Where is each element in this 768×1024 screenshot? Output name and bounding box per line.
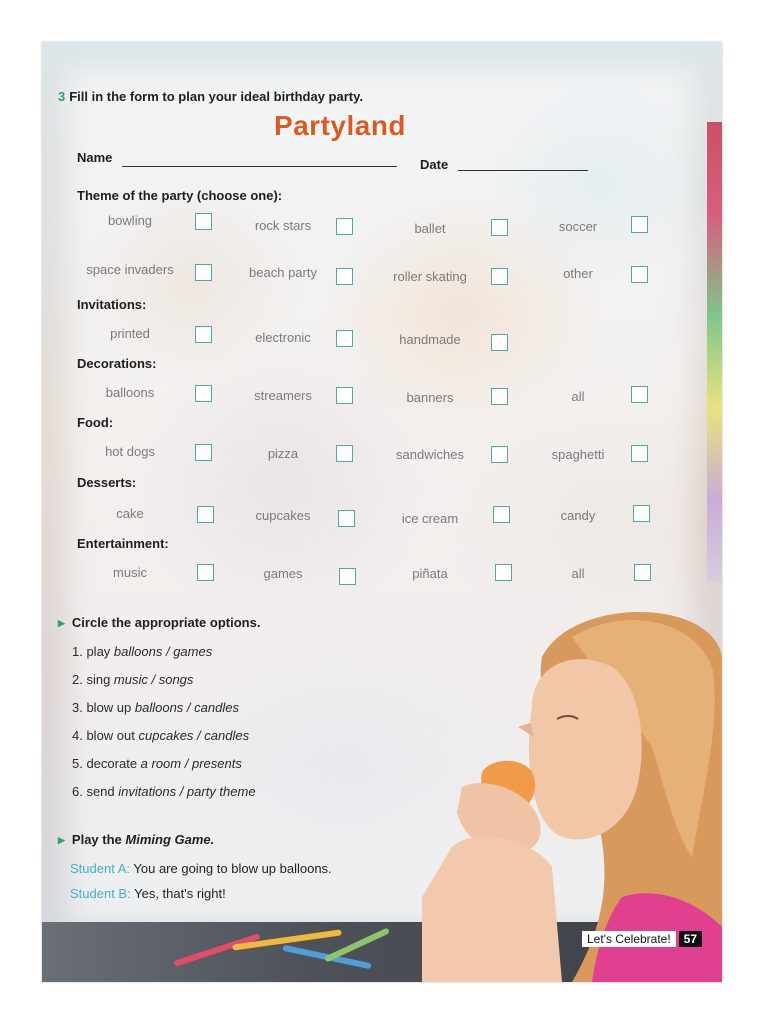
separator: / xyxy=(183,700,195,715)
theme-checkbox-soccer[interactable] xyxy=(631,216,648,233)
option-a[interactable]: balloons xyxy=(134,700,184,715)
miming-instruction xyxy=(58,832,214,847)
page-number: 57 xyxy=(679,931,702,947)
circle-item xyxy=(72,700,239,715)
invitations-heading: Invitations: xyxy=(77,297,147,312)
option-b[interactable]: party theme xyxy=(186,784,256,799)
dialog-text: Yes, that's right! xyxy=(134,886,226,901)
separator: / xyxy=(147,672,159,687)
desserts-option-label: ice cream xyxy=(401,511,459,526)
decorations-option-label: all xyxy=(571,389,585,404)
theme-option-label: other xyxy=(563,266,593,281)
theme-checkbox-other[interactable] xyxy=(631,266,648,283)
food-option-label: hot dogs xyxy=(105,444,155,459)
option-a[interactable]: balloons xyxy=(113,644,163,659)
food-checkbox-hot-dogs[interactable] xyxy=(195,444,212,461)
decorations-checkbox-balloons[interactable] xyxy=(195,385,212,402)
decorations-option-label: balloons xyxy=(105,385,155,400)
dialog-line-b xyxy=(70,886,226,901)
desserts-checkbox-cupcakes[interactable] xyxy=(338,510,355,527)
theme-heading: Theme of the party (choose one): xyxy=(77,188,283,203)
desserts-checkbox-ice-cream[interactable] xyxy=(493,506,510,523)
theme-option-label: soccer xyxy=(558,219,598,234)
exercise-instruction xyxy=(58,89,363,104)
circle-instruction xyxy=(58,615,260,630)
circle-item xyxy=(72,644,212,659)
entertainment-option-label: games xyxy=(263,566,303,581)
footer-label: Let's Celebrate! xyxy=(582,931,676,947)
item-prefix: 1. play xyxy=(72,644,114,659)
theme-checkbox-bowling[interactable] xyxy=(195,213,212,230)
desserts-checkbox-cake[interactable] xyxy=(197,506,214,523)
theme-option-label: beach party xyxy=(249,265,317,280)
entertainment-heading: Entertainment: xyxy=(77,536,169,551)
circle-item xyxy=(72,672,193,687)
name-field[interactable] xyxy=(122,166,397,167)
theme-option-label: rock stars xyxy=(254,218,312,233)
date-field[interactable] xyxy=(458,170,588,171)
theme-option-label: ballet xyxy=(414,221,446,236)
food-option-label: spaghetti xyxy=(551,447,605,462)
decorations-checkbox-banners[interactable] xyxy=(491,388,508,405)
option-b[interactable]: candles xyxy=(194,700,239,715)
exercise-instruction-text: Fill in the form to plan your ideal birthday party. xyxy=(69,89,363,104)
triangle-bullet-icon: ▶ xyxy=(58,835,65,845)
separator: / xyxy=(162,644,174,659)
option-a[interactable]: cupcakes xyxy=(138,728,194,743)
miming-game-name: Miming Game. xyxy=(125,832,215,847)
invitations-checkbox-electronic[interactable] xyxy=(336,330,353,347)
dialog-text: You are going to blow up balloons. xyxy=(133,861,332,876)
separator: / xyxy=(181,756,192,771)
decoration-strip xyxy=(707,122,722,582)
separator: / xyxy=(176,784,187,799)
item-prefix: 2. sing xyxy=(72,672,114,687)
desserts-option-label: candy xyxy=(560,508,596,523)
option-b[interactable]: presents xyxy=(191,756,242,771)
speaker-label: Student A: xyxy=(70,861,130,876)
item-prefix: 5. decorate xyxy=(72,756,141,771)
girl-illustration xyxy=(422,597,722,982)
desserts-option-label: cupcakes xyxy=(255,508,311,523)
desserts-option-label: cake xyxy=(116,506,144,521)
decorations-option-label: streamers xyxy=(254,388,312,403)
theme-checkbox-roller-skating[interactable] xyxy=(491,268,508,285)
textbook-page xyxy=(42,42,722,982)
theme-option-label: bowling xyxy=(107,213,153,228)
food-option-label: pizza xyxy=(267,446,299,461)
entertainment-checkbox-pinata[interactable] xyxy=(495,564,512,581)
entertainment-option-label: piñata xyxy=(412,566,448,581)
food-checkbox-pizza[interactable] xyxy=(336,445,353,462)
theme-checkbox-beach-party[interactable] xyxy=(336,268,353,285)
name-label: Name xyxy=(77,150,113,165)
speaker-label: Student B: xyxy=(70,886,131,901)
triangle-bullet-icon: ▶ xyxy=(58,618,65,628)
circle-instruction-text: Circle the appropriate options. xyxy=(71,615,261,630)
entertainment-checkbox-games[interactable] xyxy=(339,568,356,585)
theme-checkbox-rock-stars[interactable] xyxy=(336,218,353,235)
form-title: Partyland xyxy=(273,110,407,141)
item-prefix: 4. blow out xyxy=(72,728,139,743)
option-b[interactable]: candles xyxy=(204,728,250,743)
option-a[interactable]: music xyxy=(113,672,148,687)
food-heading: Food: xyxy=(77,415,114,430)
option-a[interactable]: a room xyxy=(140,756,182,771)
theme-option-label: roller skating xyxy=(393,269,467,284)
desserts-heading: Desserts: xyxy=(77,475,137,490)
decorations-heading: Decorations: xyxy=(77,356,157,371)
invitations-option-label: electronic xyxy=(255,330,311,345)
theme-checkbox-space-invaders[interactable] xyxy=(195,264,212,281)
decorations-option-label: banners xyxy=(406,390,454,405)
dialog-line-a xyxy=(70,861,332,876)
miming-instruction-prefix: Play the xyxy=(71,832,126,847)
girl-blowing-balloon-photo xyxy=(422,597,722,982)
theme-checkbox-ballet[interactable] xyxy=(491,219,508,236)
food-option-label: sandwiches xyxy=(396,447,464,462)
entertainment-checkbox-music[interactable] xyxy=(197,564,214,581)
decorations-checkbox-all[interactable] xyxy=(631,386,648,403)
option-b[interactable]: games xyxy=(173,644,213,659)
invitations-option-label: handmade xyxy=(399,332,461,347)
desserts-checkbox-candy[interactable] xyxy=(633,505,650,522)
item-prefix: 3. blow up xyxy=(72,700,135,715)
circle-item xyxy=(72,756,242,771)
theme-option-label: space invaders xyxy=(86,262,174,277)
date-label: Date xyxy=(420,157,449,172)
invitations-option-label: printed xyxy=(110,326,150,341)
exercise-number: 3 xyxy=(58,89,66,104)
page-footer xyxy=(582,930,702,948)
food-checkbox-spaghetti[interactable] xyxy=(631,445,648,462)
invitations-checkbox-handmade[interactable] xyxy=(491,334,508,351)
separator: / xyxy=(193,728,205,743)
food-checkbox-sandwiches[interactable] xyxy=(491,446,508,463)
invitations-checkbox-printed[interactable] xyxy=(195,326,212,343)
entertainment-option-label: all xyxy=(571,566,585,581)
item-prefix: 6. send xyxy=(72,784,119,799)
circle-item xyxy=(72,728,249,743)
circle-item xyxy=(72,784,256,799)
option-a[interactable]: invitations xyxy=(118,784,177,799)
entertainment-checkbox-all[interactable] xyxy=(634,564,651,581)
entertainment-option-label: music xyxy=(113,565,147,580)
decorations-checkbox-streamers[interactable] xyxy=(336,387,353,404)
option-b[interactable]: songs xyxy=(158,672,194,687)
